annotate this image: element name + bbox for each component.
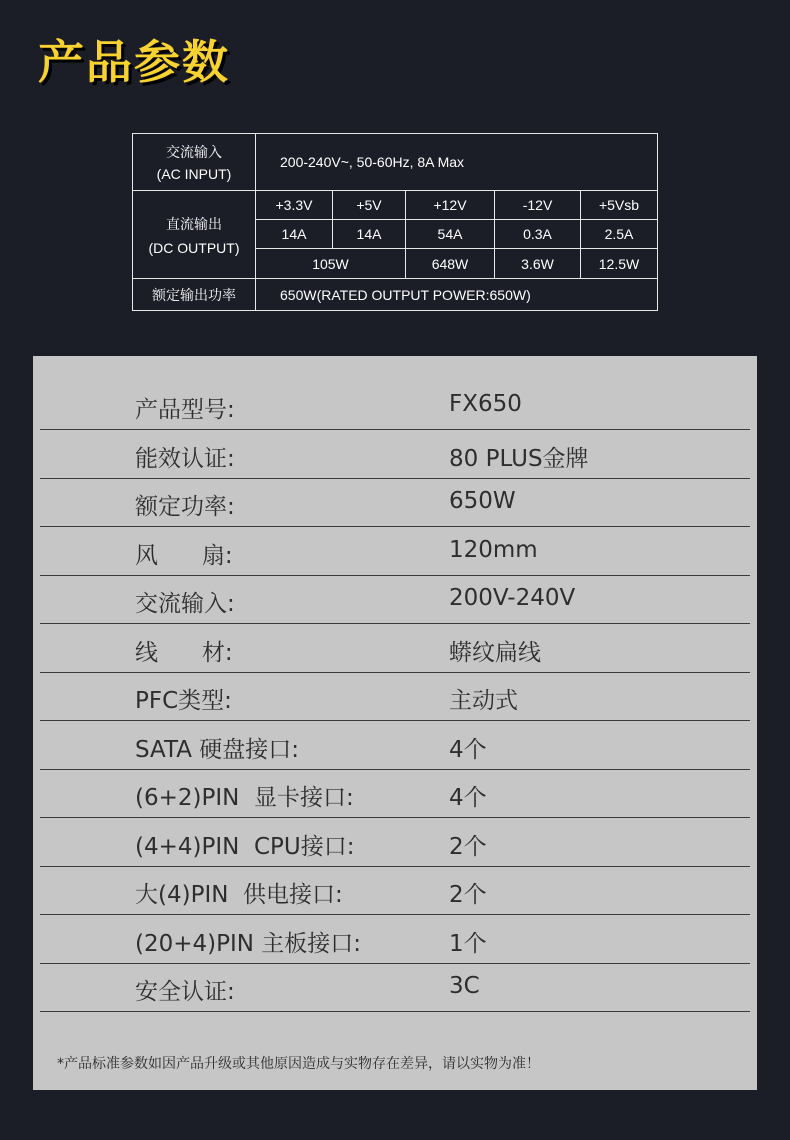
voltage-cell: +5Vsb xyxy=(581,191,658,220)
param-label: 能效认证: xyxy=(135,446,235,472)
param-row xyxy=(40,915,750,964)
rated-power-value: 650W(RATED OUTPUT POWER:650W) xyxy=(256,279,658,311)
dc-output-label-cell xyxy=(133,191,256,279)
footnote: *产品标准参数如因产品升级或其他原因造成与实物存在差异，请以实物为准！ xyxy=(57,1056,540,1072)
param-label: 大(4)PIN 供电接口: xyxy=(135,882,343,908)
param-value: 4个 xyxy=(449,785,487,811)
param-label: 风 扇: xyxy=(135,543,233,569)
power-spec-table xyxy=(132,133,658,311)
voltage-cell: -12V xyxy=(495,191,581,220)
ac-input-label-cell xyxy=(133,134,256,191)
watt-cell: 3.6W xyxy=(495,249,581,279)
dc-output-label: 直流输出 xyxy=(166,215,222,232)
current-cell: 2.5A xyxy=(581,220,658,249)
watt-cell: 105W xyxy=(256,249,406,279)
param-label: (4+4)PIN CPU接口: xyxy=(135,834,355,860)
voltage-cell: +5V xyxy=(333,191,406,220)
page-title: 产品参数 xyxy=(38,35,230,89)
param-row xyxy=(40,672,750,721)
param-value: 主动式 xyxy=(449,688,518,714)
watt-cell: 12.5W xyxy=(581,249,658,279)
dc-output-label-en: (DC OUTPUT) xyxy=(148,239,240,256)
ac-input-label: 交流输入 xyxy=(166,144,222,160)
voltage-cell: +3.3V xyxy=(256,191,333,220)
param-label: 产品型号: xyxy=(135,397,235,423)
param-value: 2个 xyxy=(449,882,487,908)
param-value: 蟒纹扁线 xyxy=(449,640,541,666)
param-row xyxy=(40,575,750,624)
param-row xyxy=(40,818,750,867)
param-value: 650W xyxy=(449,488,516,514)
param-label: 交流输入: xyxy=(135,591,235,617)
current-cell: 14A xyxy=(256,220,333,249)
param-row xyxy=(40,721,750,770)
param-value: 80 PLUS金牌 xyxy=(449,446,589,472)
ac-input-label-en: (AC INPUT) xyxy=(156,166,232,182)
param-value: 4个 xyxy=(449,737,487,763)
ac-input-value: 200-240V~, 50-60Hz, 8A Max xyxy=(256,134,658,191)
voltage-cell: +12V xyxy=(406,191,495,220)
param-row xyxy=(40,527,750,576)
param-value: 3C xyxy=(449,973,480,999)
param-label: SATA 硬盘接口: xyxy=(135,737,300,763)
current-cell: 0.3A xyxy=(495,220,581,249)
param-row xyxy=(40,430,750,479)
current-cell: 14A xyxy=(333,220,406,249)
param-label: 线 材: xyxy=(135,640,233,666)
param-value: 200V-240V xyxy=(449,585,576,611)
param-label: (20+4)PIN 主板接口: xyxy=(135,931,362,957)
param-label: 安全认证: xyxy=(135,979,235,1005)
param-row xyxy=(40,624,750,673)
param-row xyxy=(40,478,750,527)
watt-cell: 648W xyxy=(406,249,495,279)
param-row xyxy=(40,963,750,1012)
param-row xyxy=(40,866,750,915)
param-label: 额定功率: xyxy=(135,494,235,520)
param-label: (6+2)PIN 显卡接口: xyxy=(135,785,354,811)
param-value: 120mm xyxy=(449,537,538,563)
parameters-panel xyxy=(33,356,757,1090)
rated-power-label: 额定输出功率 xyxy=(133,279,256,311)
param-label: PFC类型: xyxy=(135,688,232,714)
current-cell: 54A xyxy=(406,220,495,249)
param-row xyxy=(40,381,750,430)
param-value: FX650 xyxy=(449,391,522,417)
param-value: 2个 xyxy=(449,834,487,860)
param-row xyxy=(40,769,750,818)
param-value: 1个 xyxy=(449,931,487,957)
